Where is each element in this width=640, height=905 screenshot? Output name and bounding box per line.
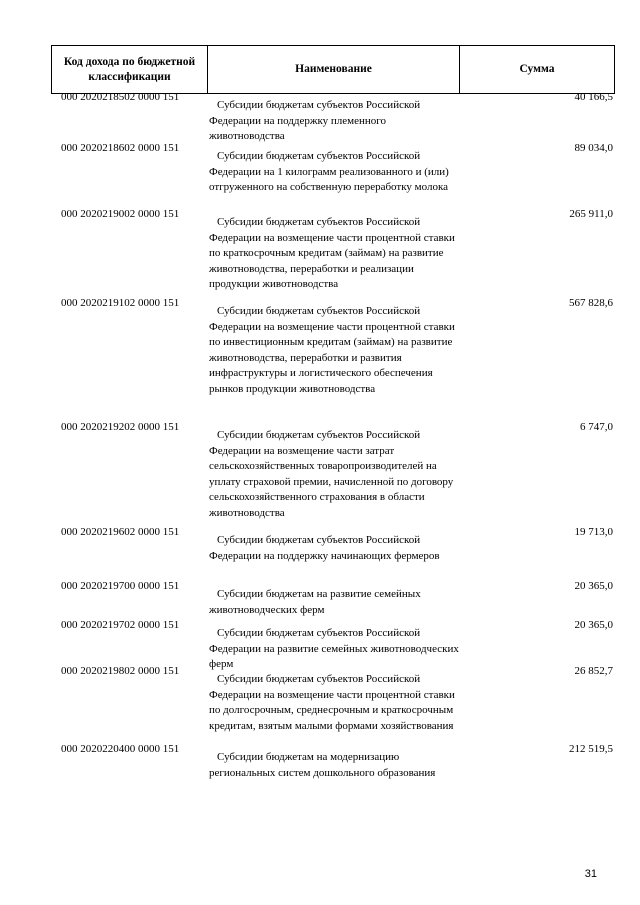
row-name: Субсидии бюджетам субъектов Российской Федерации на 1 килограмм реализованного и (или) отгруженного на собственную переработку молока (209, 150, 449, 193)
row-name: Субсидии бюджетам субъектов Российской Федерации на поддержку племенного животноводства (209, 99, 421, 142)
page-number: 31 (584, 868, 597, 880)
row-name: Субсидии бюджетам субъектов Российской Федерации на возмещение части процентной ставки по долгосрочным, среднесрочным и краткосрочным кредитам, взятым малыми формами хозяйствования (209, 673, 455, 732)
header-name: Наименование (208, 46, 460, 93)
row-name: Субсидии бюджетам на развитие семейных животноводческих ферм (209, 588, 421, 616)
row-name: Субсидии бюджетам субъектов Российской Федерации на развитие семейных животноводческих ферм (209, 627, 459, 670)
row-name: Субсидии бюджетам субъектов Российской Федерации на возмещение части процентной ставки по инвестиционным кредитам (займам) на развитие животноводства, переработки и развития инфраструктуры и логистического обеспечения рынков продукции животноводства (209, 305, 455, 395)
row-name: Субсидии бюджетам субъектов Российской Федерации на возмещение части процентной ставки по краткосрочным кредитам (займам) на развитие животноводства, переработки и реализации продукции животноводства (209, 216, 455, 290)
row-name: Субсидии бюджетам субъектов Российской Федерации на поддержку начинающих фермеров (209, 534, 440, 562)
header-sum: Сумма (519, 63, 555, 75)
row-name: Субсидии бюджетам на модернизацию региональных систем дошкольного образования (209, 751, 436, 779)
table-header (51, 45, 615, 94)
header-code: Код дохода по бюджетной классификации (52, 46, 208, 93)
row-name: Субсидии бюджетам субъектов Российской Федерации на возмещение части затрат сельскохозяйственных товаропроизводителей на уплату страховой премии, начисленной по договору сельскохозяйственного страхования в области животноводства (209, 429, 454, 519)
